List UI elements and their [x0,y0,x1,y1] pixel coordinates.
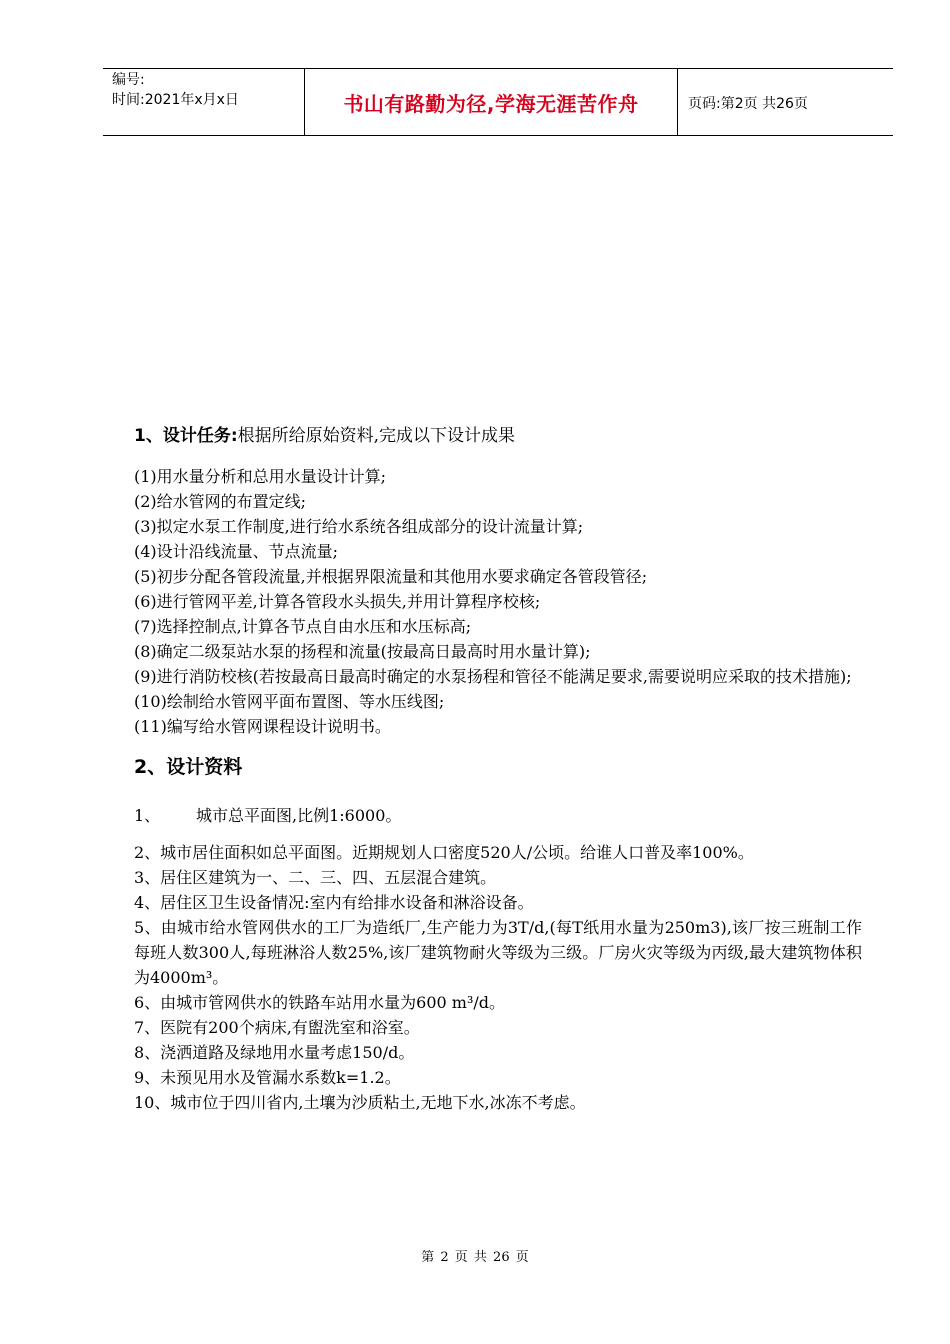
section2-heading: 2、设计资料 [134,756,243,778]
header-info [112,70,239,110]
data-item: 7、医院有200个病床,有盥洗室和浴室。 [134,1018,420,1037]
data-item: 6、由城市管网供水的铁路车站用水量为600 m³/d。 [134,993,506,1012]
task-item: (1)用水量分析和总用水量设计计算; [134,467,387,486]
header-divider-right [677,68,678,136]
task-item: (5)初步分配各管段流量,并根据界限流量和其他用水要求确定各管段管径; [134,567,648,586]
data-item: 8、浇洒道路及绿地用水量考虑150/d。 [134,1043,415,1062]
data-item: 10、城市位于四川省内,土壤为沙质粘土,无地下水,冰冻不考虑。 [134,1093,586,1112]
data-item-number: 1、 [134,806,161,825]
task-item: (8)确定二级泵站水泵的扬程和流量(按最高日最高时用水量计算); [134,642,591,661]
section1-title-bold: 1、设计任务: [134,426,238,446]
task-item: (7)选择控制点,计算各节点自由水压和水压标高; [134,617,472,636]
data-item-text: 城市总平面图,比例1:6000。 [196,806,402,825]
header-bottom-rule [103,135,893,136]
section1-heading [134,422,862,450]
task-item: (6)进行管网平差,计算各管段水头损失,并用计算程序校核; [134,592,541,611]
document-body [134,422,862,1115]
data-item [134,803,862,828]
data-item: 2、城市居住面积如总平面图。近期规划人口密度520人/公顷。给谁人口普及率100%。 [134,843,754,862]
task-item: (11)编写给水管网课程设计说明书。 [134,717,391,736]
header-top-rule [103,68,893,69]
task-item: (4)设计沿线流量、节点流量; [134,542,339,561]
header-time-label: 时间:2021年x月x日 [112,92,239,108]
page-footer: 第 2 页 共 26 页 [421,1250,529,1265]
header-number-label: 编号: [112,72,145,88]
header-divider-left [304,68,305,136]
data-item: 9、未预见用水及管漏水系数k=1.2。 [134,1068,401,1087]
data-item: 3、居住区建筑为一、二、三、四、五层混合建筑。 [134,868,497,887]
header-motto: 书山有路勤为径,学海无涯苦作舟 [343,92,639,116]
data-item: 4、居住区卫生设备情况:室内有给排水设备和淋浴设备。 [134,893,534,912]
header-page-label: 页码:第2页 共26页 [688,96,808,112]
task-item: (10)绘制给水管网平面布置图、等水压线图; [134,692,445,711]
task-item: (2)给水管网的布置定线; [134,492,307,511]
data-item: 5、由城市给水管网供水的工厂为造纸厂,生产能力为3T/d,(每T纸用水量为250m3),该厂按三班制工作每班人数300人,每班淋浴人数25%,该厂建筑物耐火等级为三级。厂房火灾等级为丙级,最大建筑物体积为4000m³。 [134,918,862,987]
section1-title-rest: 根据所给原始资料,完成以下设计成果 [237,426,516,446]
task-item: (9)进行消防校核(若按最高日最高时确定的水泵扬程和管径不能满足要求,需要说明应采取的技术措施); [134,667,852,686]
task-item: (3)拟定水泵工作制度,进行给水系统各组成部分的设计流量计算; [134,517,584,536]
